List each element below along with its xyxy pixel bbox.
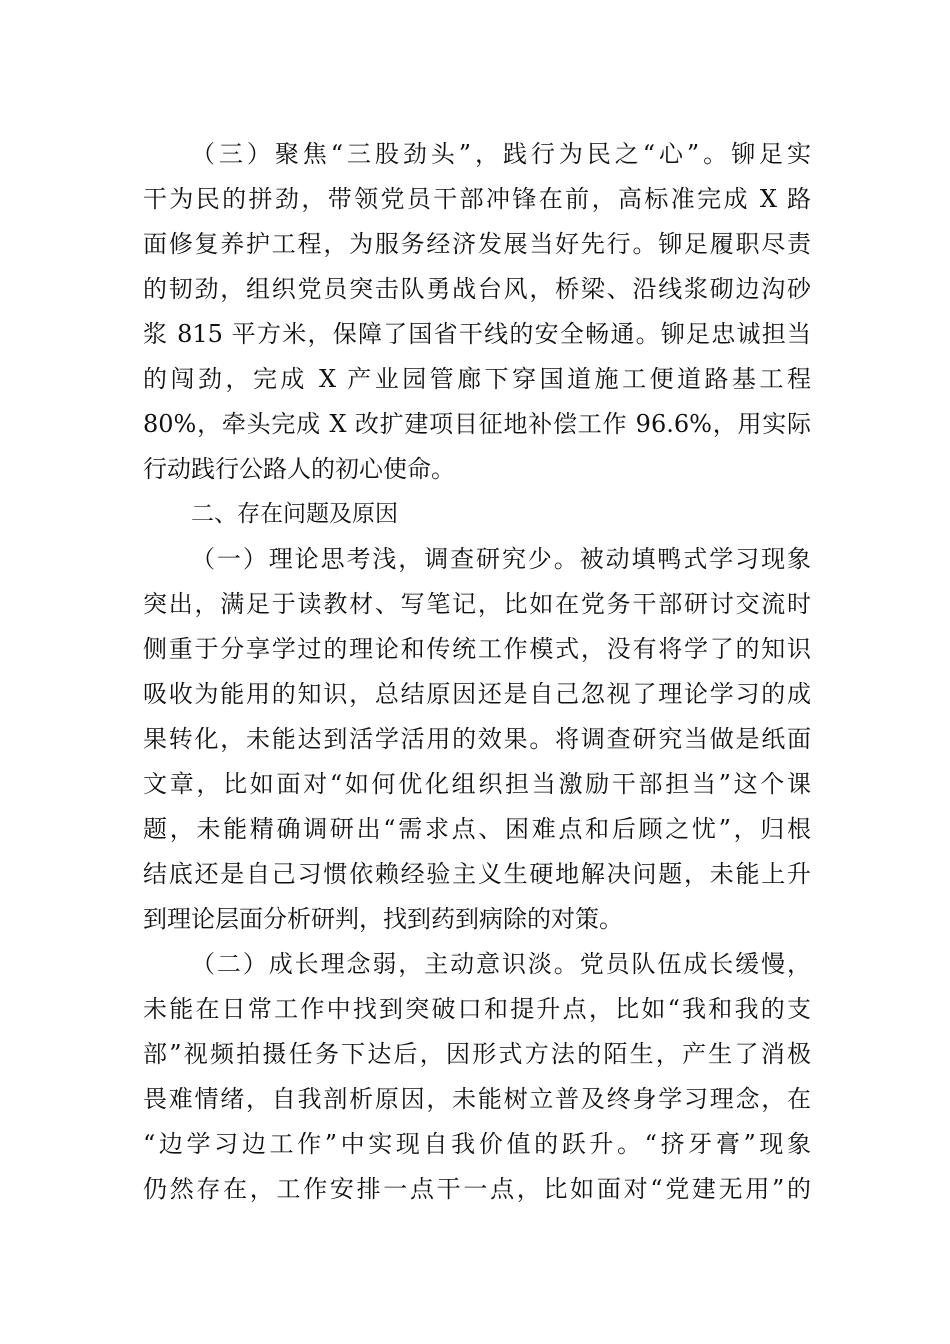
paragraph-line: （三）聚焦“三股劲头”，践行为民之“心”。铆足实 (191, 140, 811, 168)
paragraph-line: 到理论层面分析研判，找到药到病除的对策。 (143, 905, 623, 933)
paragraph-line: 仍然存在，工作安排一点干一点，比如面对“党建无用”的 (143, 1175, 811, 1203)
paragraph-line: 结底还是自己习惯依赖经验主义生硬地解决问题，未能上升 (143, 860, 811, 888)
paragraph-line: 吸收为能用的知识，总结原因还是自己忽视了理论学习的成 (143, 680, 811, 708)
section-heading: 二、存在问题及原因 (191, 501, 398, 527)
paragraph-line: 文章，比如面对“如何优化组织担当激励干部担当”这个课 (143, 770, 811, 798)
paragraph-line: 面修复养护工程，为服务经济发展当好先行。铆足履职尽责 (143, 230, 811, 258)
paragraph-line: 果转化，未能达到活学活用的效果。将调查研究当做是纸面 (143, 725, 811, 753)
body-text (143, 132, 811, 1212)
paragraph-line: 畏难情绪，自我剖析原因，未能树立普及终身学习理念，在 (143, 1085, 811, 1113)
paragraph-line: 的闯劲，完成 X 产业园管廊下穿国道施工便道路基工程 (143, 365, 811, 393)
paragraph-line: 干为民的拼劲，带领党员干部冲锋在前，高标准完成 X 路 (143, 185, 811, 213)
paragraph-line: （二）成长理念弱，主动意识淡。党员队伍成长缓慢， (191, 950, 811, 978)
paragraph-line: 浆 815 平方米，保障了国省干线的安全畅通。铆足忠诚担当 (143, 320, 811, 348)
paragraph-line: 部”视频拍摄任务下达后，因形式方法的陌生，产生了消极 (143, 1040, 811, 1068)
paragraph-line: 未能在日常工作中找到突破口和提升点，比如“我和我的支 (143, 995, 811, 1023)
paragraph-line: 80%，牵头完成 X 改扩建项目征地补偿工作 96.6%，用实际 (143, 410, 811, 438)
paragraph-line: （一）理论思考浅，调查研究少。被动填鸭式学习现象 (191, 545, 811, 573)
paragraph-line: 行动践行公路人的初心使命。 (143, 455, 455, 483)
paragraph-line: 突出，满足于读教材、写笔记，比如在党务干部研讨交流时 (143, 590, 811, 618)
paragraph-line: 的韧劲，组织党员突击队勇战台风，桥梁、沿线浆砌边沟砂 (143, 275, 811, 303)
paragraph-line: 题，未能精确调研出“需求点、困难点和后顾之忧”，归根 (143, 815, 811, 843)
paragraph-line: 侧重于分享学过的理论和传统工作模式，没有将学了的知识 (143, 635, 811, 663)
paragraph-line: “边学习边工作”中实现自我价值的跃升。“挤牙膏”现象 (143, 1130, 811, 1158)
